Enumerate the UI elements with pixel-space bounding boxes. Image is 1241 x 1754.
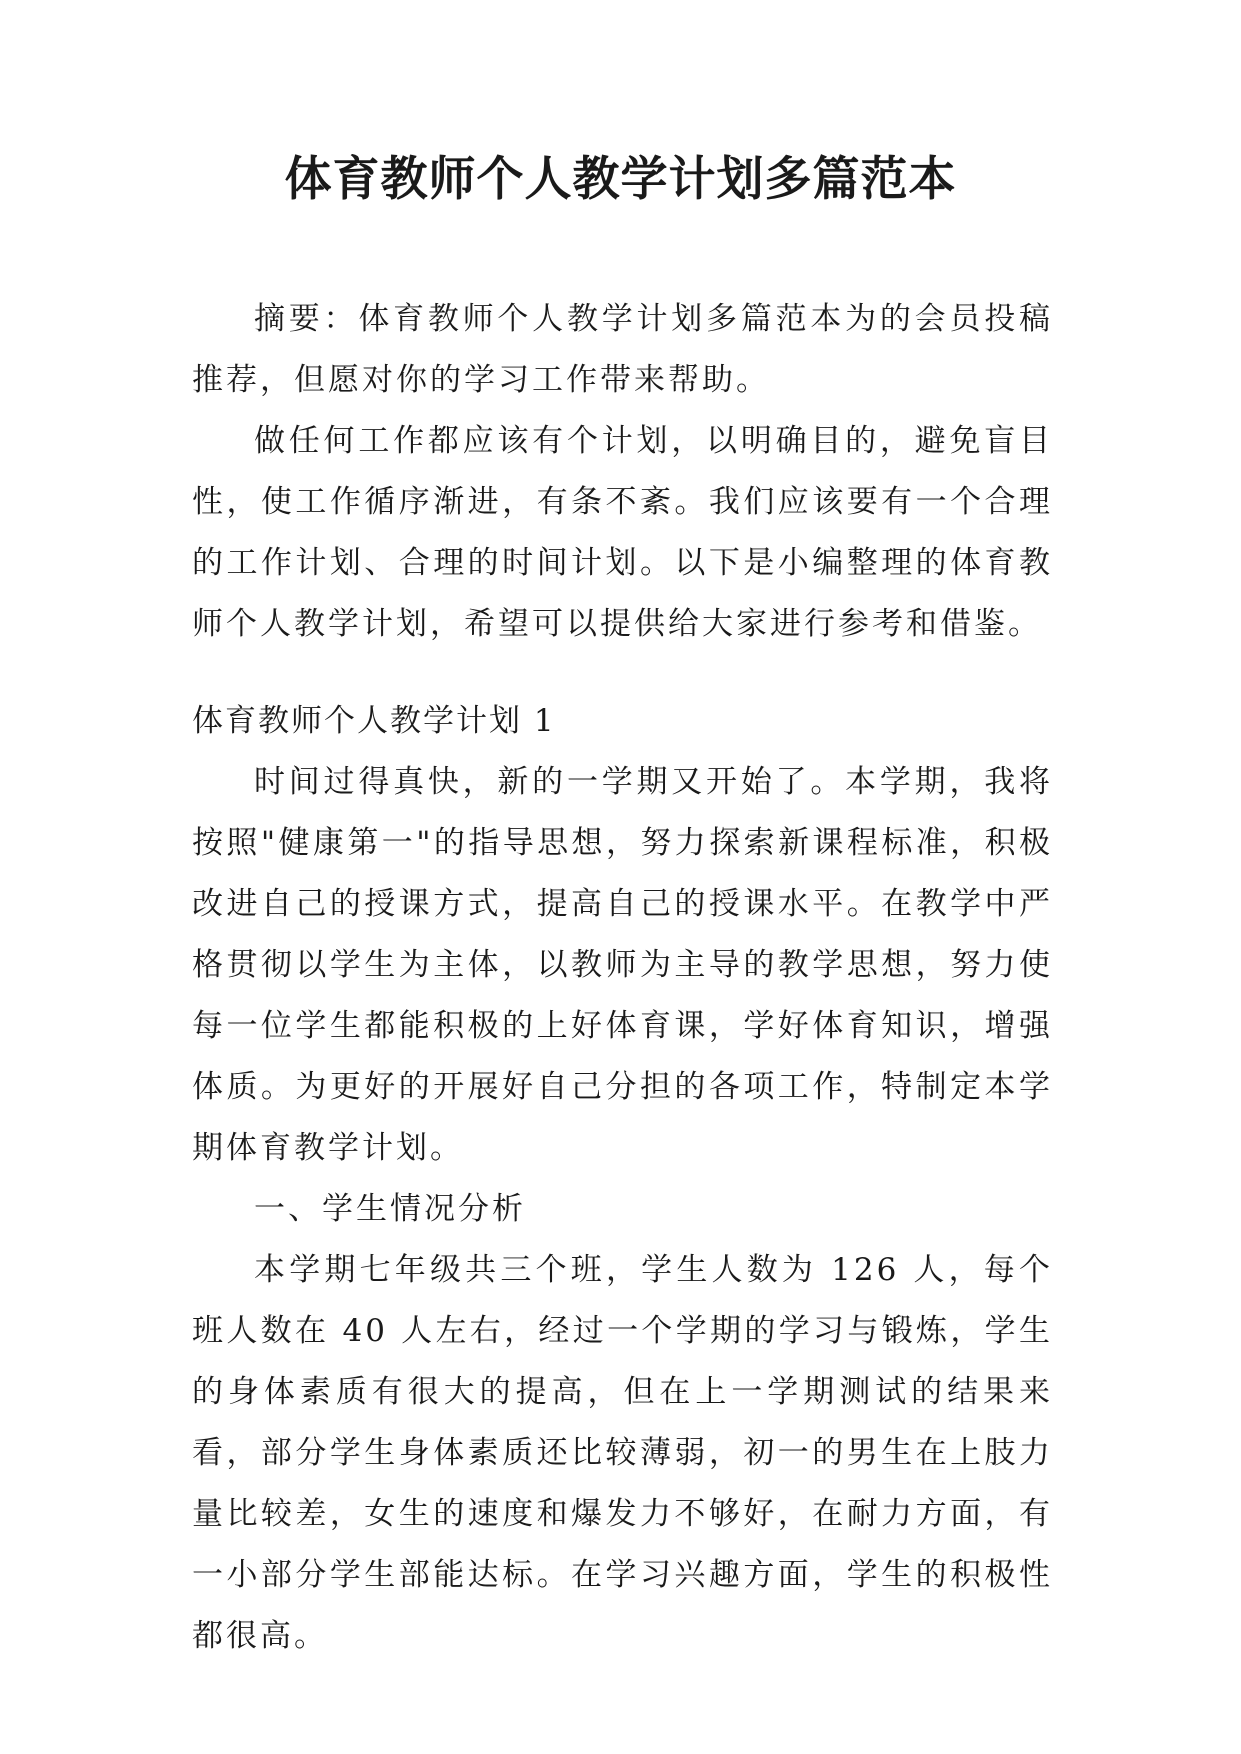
section-paragraph: 时间过得真快，新的一学期又开始了。本学期，我将按照"健康第一"的指导思想，努力探索新课程标准，积极改进自己的授课方式，提高自己的授课水平。在教学中严格贯彻以学生为主体，以教师为主导的教学思想，努力使每一位学生都能积极的上好体育课，学好体育知识，增强体质。为更好的开展好自己分担的各项工作，特制定本学期体育教学计划。 [192,764,1053,1166]
abstract-paragraph: 摘要：体育教师个人教学计划多篇范本为的会员投稿推荐，但愿对你的学习工作带来帮助。 [192,301,1053,398]
document-title: 体育教师个人教学计划多篇范本 [284,152,957,207]
section-paragraph: 本学期七年级共三个班，学生人数为 126 人，每个班人数在 40 人左右，经过一个学期的学习与锻炼，学生的身体素质有很大的提高，但在上一学期测试的结果来看，部分学生身体素质还比较薄弱，初一的男生在上肢力量比较差，女生的速度和爆发力不够好，在耐力方面，有一小部分学生部能达标。在学习兴趣方面，学生的积极性都很高。 [192,1252,1053,1654]
intro-paragraph: 做任何工作都应该有个计划，以明确目的，避免盲目性，使工作循序渐进，有条不紊。我们应该要有一个合理的工作计划、合理的时间计划。以下是小编整理的体育教师个人教学计划，希望可以提供给大家进行参考和借鉴。 [192,423,1053,642]
subsection-heading: 一、学生情况分析 [254,1191,526,1227]
document-body [192,289,1053,1667]
section-heading: 体育教师个人教学计划 1 [192,703,556,739]
